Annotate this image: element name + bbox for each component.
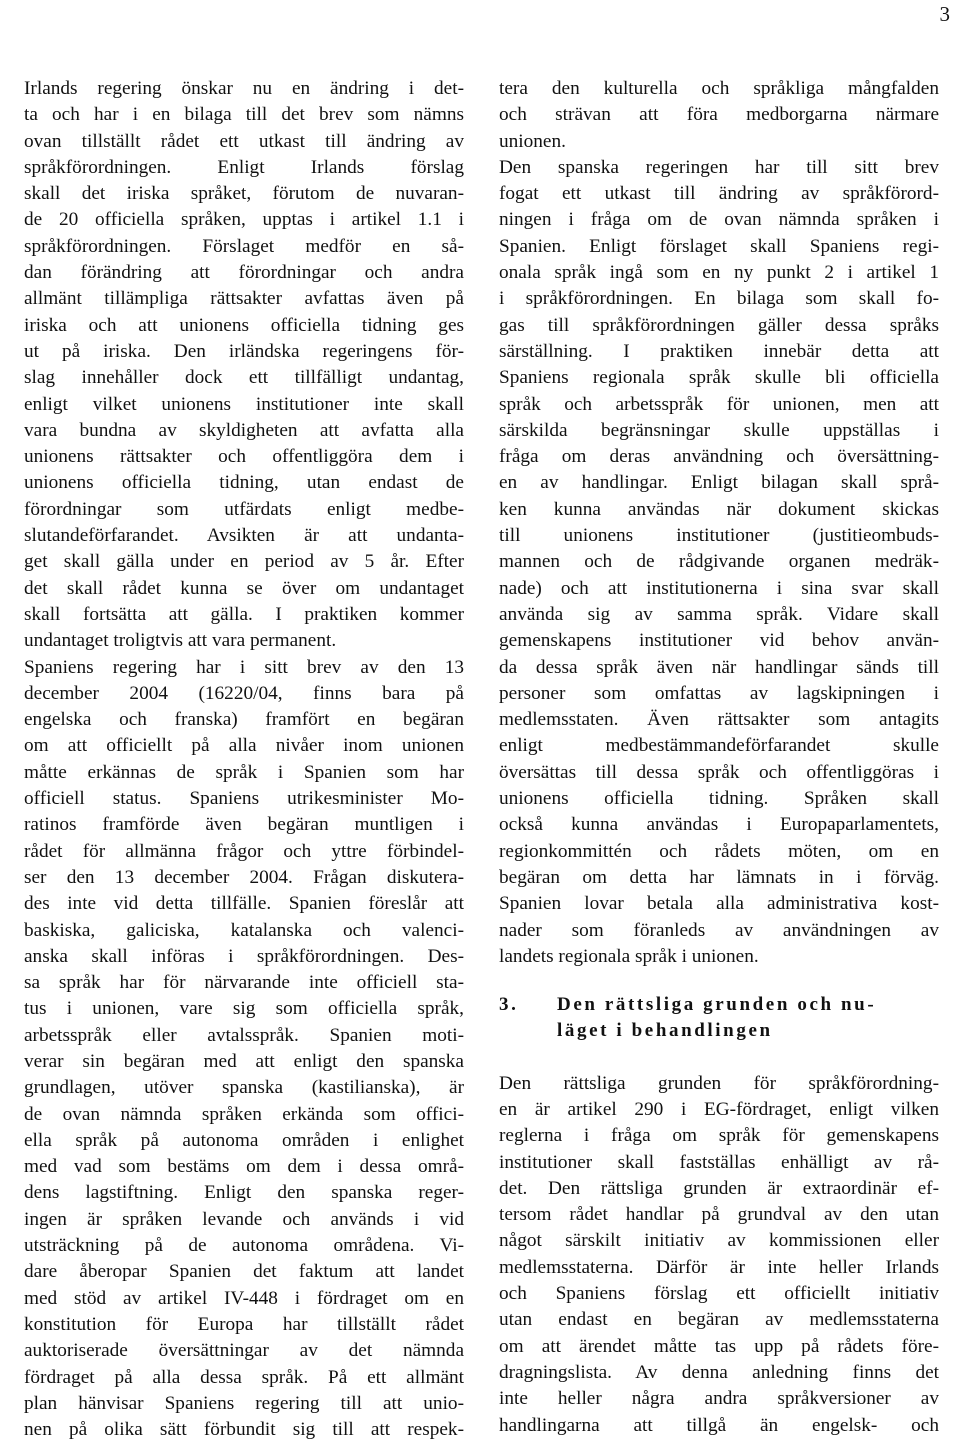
text-line: särskilda begränsningar skulle uppställas i xyxy=(499,419,939,441)
text-line: reglerna i fråga om språk för gemenskapens xyxy=(499,1125,939,1147)
text-line: läget i behandlingen xyxy=(557,1020,773,1042)
text-line: nen på olika sätt förbundit sig till att respek- xyxy=(24,1419,464,1441)
text-line: landets regionala språk i unionen. xyxy=(499,945,759,967)
section-heading xyxy=(499,992,939,1045)
text-line: språk och arbetsspråk för unionen, men att xyxy=(499,393,939,415)
text-line: tersom rådet handlar på grundval av den utan xyxy=(499,1204,939,1226)
text-line: gas till språkförordningen gäller dessa språks xyxy=(499,314,939,336)
text-line: tera den kulturella och språkliga mångfalden xyxy=(499,78,939,99)
text-line: Den rättsliga grunden och nu- xyxy=(557,994,877,1016)
text-line: något särskilt initiativ av kommissionen eller xyxy=(499,1230,939,1252)
text-line: en är artikel 290 i EG-fördraget, enligt vilken xyxy=(499,1098,939,1120)
text-line: grundlagen, utöver spanska (kastilianska), är xyxy=(24,1077,464,1099)
text-line: om att ärendet måtte tas upp på rådets före- xyxy=(499,1335,939,1357)
text-line: språkförordningen. Enligt Irlands förslag xyxy=(24,156,464,178)
text-line: plan hänvisar Spaniens regering till att unio- xyxy=(24,1392,464,1414)
text-line: använda sig av samma språk. Vidare skall xyxy=(499,603,939,625)
text-line: med vad som bestäms om dem i dessa områ- xyxy=(24,1156,464,1178)
text-line: Den spanska regeringen har till sitt brev xyxy=(499,156,939,178)
text-line: ut på iriska. Den irländska regeringens för- xyxy=(24,340,464,362)
text-line: ella språk på autonoma områden i enlighet xyxy=(24,1129,464,1151)
text-line: förordningar som utfärdats enligt medbe- xyxy=(24,498,464,520)
text-line: ingen är språken levande och används i vid xyxy=(24,1208,464,1230)
text-line: dan förändring att förordningar och andra xyxy=(24,262,464,284)
text-line: rådet för allmänna frågor och yttre förbindel- xyxy=(24,840,464,862)
text-line: i språkförordningen. En bilaga som skall fo- xyxy=(499,288,939,310)
text-line: särställning. I praktiken innebär detta att xyxy=(499,340,939,362)
text-line: da dessa språk även när handlingar sänds till xyxy=(499,656,939,678)
text-line: ken kunna användas när dokument skickas xyxy=(499,498,939,520)
text-line: unionen. xyxy=(499,130,566,152)
text-line: översättas till dessa språk och offentliggöras i xyxy=(499,761,939,783)
text-line: ta och har i en bilaga till det brev som nämns xyxy=(24,104,464,126)
paragraph-legal-basis xyxy=(499,1071,939,1439)
text-line: utsträckning på de autonoma områdena. Vi- xyxy=(24,1235,464,1257)
text-line: arbetsspråk eller avtalsspråk. Spanien moti- xyxy=(24,1024,464,1046)
text-line: personer som omfattas av lagskipningen i xyxy=(499,682,939,704)
text-line: auktoriserade översättningar av det nämnda xyxy=(24,1340,464,1362)
text-line: dare åberopar Spanien det faktum att landet xyxy=(24,1261,464,1283)
page-number: 3 xyxy=(939,2,950,26)
text-line: ratinos framförde även begäran muntligen i xyxy=(24,814,464,836)
text-line: måtte erkännas de språk i Spanien som har xyxy=(24,761,464,783)
text-line: nader som föranleds av användningen av xyxy=(499,919,939,941)
text-line: unionens officiella tidning, utan endast de xyxy=(24,472,464,494)
paragraph-ireland xyxy=(24,76,464,655)
text-line: mannen och de rådgivande organen medräk- xyxy=(499,551,939,573)
text-line: enligt medbestämmandeförfarandet skulle xyxy=(499,735,939,757)
text-line: med stöd av artikel IV-448 i fördraget om en xyxy=(24,1287,464,1309)
text-line: konstitution för Europa har tillställt rådet xyxy=(24,1313,464,1335)
text-line: ser den 13 december 2004. Frågan diskutera- xyxy=(24,866,464,888)
text-line: de 20 officiella språken, upptas i artikel 1.1 i xyxy=(24,209,464,231)
text-line: anska skall införas i språkförordningen. Des- xyxy=(24,945,464,967)
paragraph-spanish-proposal xyxy=(499,155,939,970)
text-line: Irlands regering önskar nu en ändring i det- xyxy=(24,78,464,99)
text-line: Spaniens regering har i sitt brev av den 13 xyxy=(24,656,464,678)
text-line: onala språk ingå som en ny punkt 2 i artikel 1 xyxy=(499,262,939,284)
text-line: inte heller några andra språkversioner av xyxy=(499,1388,939,1410)
text-line: ningen i fråga om de ovan nämnda språken i xyxy=(499,209,939,231)
section-number: 3. xyxy=(499,994,519,1016)
text-line: och strävan att föra medborgarna närmare xyxy=(499,104,939,126)
text-line: fördraget på alla dessa språk. På ett allmänt xyxy=(24,1366,464,1388)
text-line: sa språk har för närvarande inte officiell sta- xyxy=(24,972,464,994)
text-line: utan endast en begäran av medlemsstaterna xyxy=(499,1309,939,1331)
text-line: Spanien lovar betala alla administrativa kost- xyxy=(499,893,939,915)
text-line: officiell status. Spaniens utrikesminister Mo- xyxy=(24,788,464,810)
text-line: det. Den rättsliga grunden är extraordinär ef- xyxy=(499,1177,939,1199)
text-line: get skall gälla under en period av 5 år. Efter xyxy=(24,551,464,573)
right-column xyxy=(499,76,939,1439)
left-column xyxy=(24,76,464,1443)
text-line: en av handlingar. Enligt bilagan skall språ- xyxy=(499,472,939,494)
text-line: december 2004 (16220/04, finns bara på xyxy=(24,682,464,704)
text-line: medlemsstaterna. Därför är inte heller Irlands xyxy=(499,1256,939,1278)
text-line: slag innehåller dock ett tillfälligt undantag, xyxy=(24,367,464,389)
text-line: om att officiellt på alla nivåer inom unionen xyxy=(24,735,464,757)
text-line: unionens rättsakter och offentliggöra dem i xyxy=(24,446,464,468)
text-line: des inte vid detta tillfälle. Spanien föreslår att xyxy=(24,893,464,915)
text-line: Spanien. Enligt förslaget skall Spaniens regi- xyxy=(499,235,939,257)
text-line: handlingarna att tillgå än engelsk- och xyxy=(499,1414,939,1436)
text-line: regionkommittén och rådets möten, om en xyxy=(499,840,939,862)
text-line: vara bundna av skyldigheten att avfatta alla xyxy=(24,419,464,441)
text-line: fogat ett utkast till ändring av språkförord- xyxy=(499,183,939,205)
text-line: medlemsstaten. Även rättsakter som antagits xyxy=(499,709,939,731)
text-line: begäran om detta har lämnats in i förväg. xyxy=(499,866,939,888)
text-line: baskiska, galiciska, katalanska och valenci- xyxy=(24,919,464,941)
text-line: enligt vilket unionens institutioner inte skall xyxy=(24,393,464,415)
text-line: dragningslista. Av denna anledning finns det xyxy=(499,1361,939,1383)
text-line: unionens officiella tidning. Språken skall xyxy=(499,788,939,810)
text-line: iriska och att unionens officiella tidning ges xyxy=(24,314,464,336)
text-line: verar sin begäran med att enligt den spanska xyxy=(24,1050,464,1072)
text-line: slutandeförfarandet. Avsikten är att undanta- xyxy=(24,525,464,547)
text-line: Den rättsliga grunden för språkförordning- xyxy=(499,1072,939,1094)
text-line: till unionens institutioner (justitieombuds- xyxy=(499,525,939,547)
text-line: engelska och franska) framfört en begäran xyxy=(24,709,464,731)
text-line: allmänt tillämpliga rättsakter avfattas även på xyxy=(24,288,464,310)
paragraph-spain-continued xyxy=(499,76,939,155)
section-title xyxy=(557,992,876,1045)
text-line: skall fortsätta att gälla. I praktiken kommer xyxy=(24,603,464,625)
text-line: det skall rådet kunna se över om undantaget xyxy=(24,577,464,599)
text-line: fråga om deras användning och översättning- xyxy=(499,446,939,468)
text-line: undantaget troligtvis att vara permanent. xyxy=(24,630,337,652)
text-line: dens lagstiftning. Enligt den spanska reger- xyxy=(24,1182,464,1204)
text-line: institutioner skall fastställas enhälligt av rå- xyxy=(499,1151,939,1173)
text-line: gemenskapens institutioner vid behov använ- xyxy=(499,630,939,652)
text-line: Spaniens regionala språk skulle bli officiella xyxy=(499,367,939,389)
text-line: språkförordningen. Förslaget medför en så- xyxy=(24,235,464,257)
paragraph-spain xyxy=(24,655,464,1443)
text-line: tus i unionen, vare sig som officiella språk, xyxy=(24,998,464,1020)
text-line: också kunna användas i Europaparlamentets, xyxy=(499,814,939,836)
text-line: skall det iriska språket, förutom de nuvaran- xyxy=(24,183,464,205)
text-line: nade) och att institutionerna i sina svar skall xyxy=(499,577,939,599)
text-line: och Spaniens förslag ett officiellt initiativ xyxy=(499,1283,939,1305)
text-line: de ovan nämnda språken erkända som offici- xyxy=(24,1103,464,1125)
text-line: ovan tillställt rådet ett utkast till ändring av xyxy=(24,130,464,152)
